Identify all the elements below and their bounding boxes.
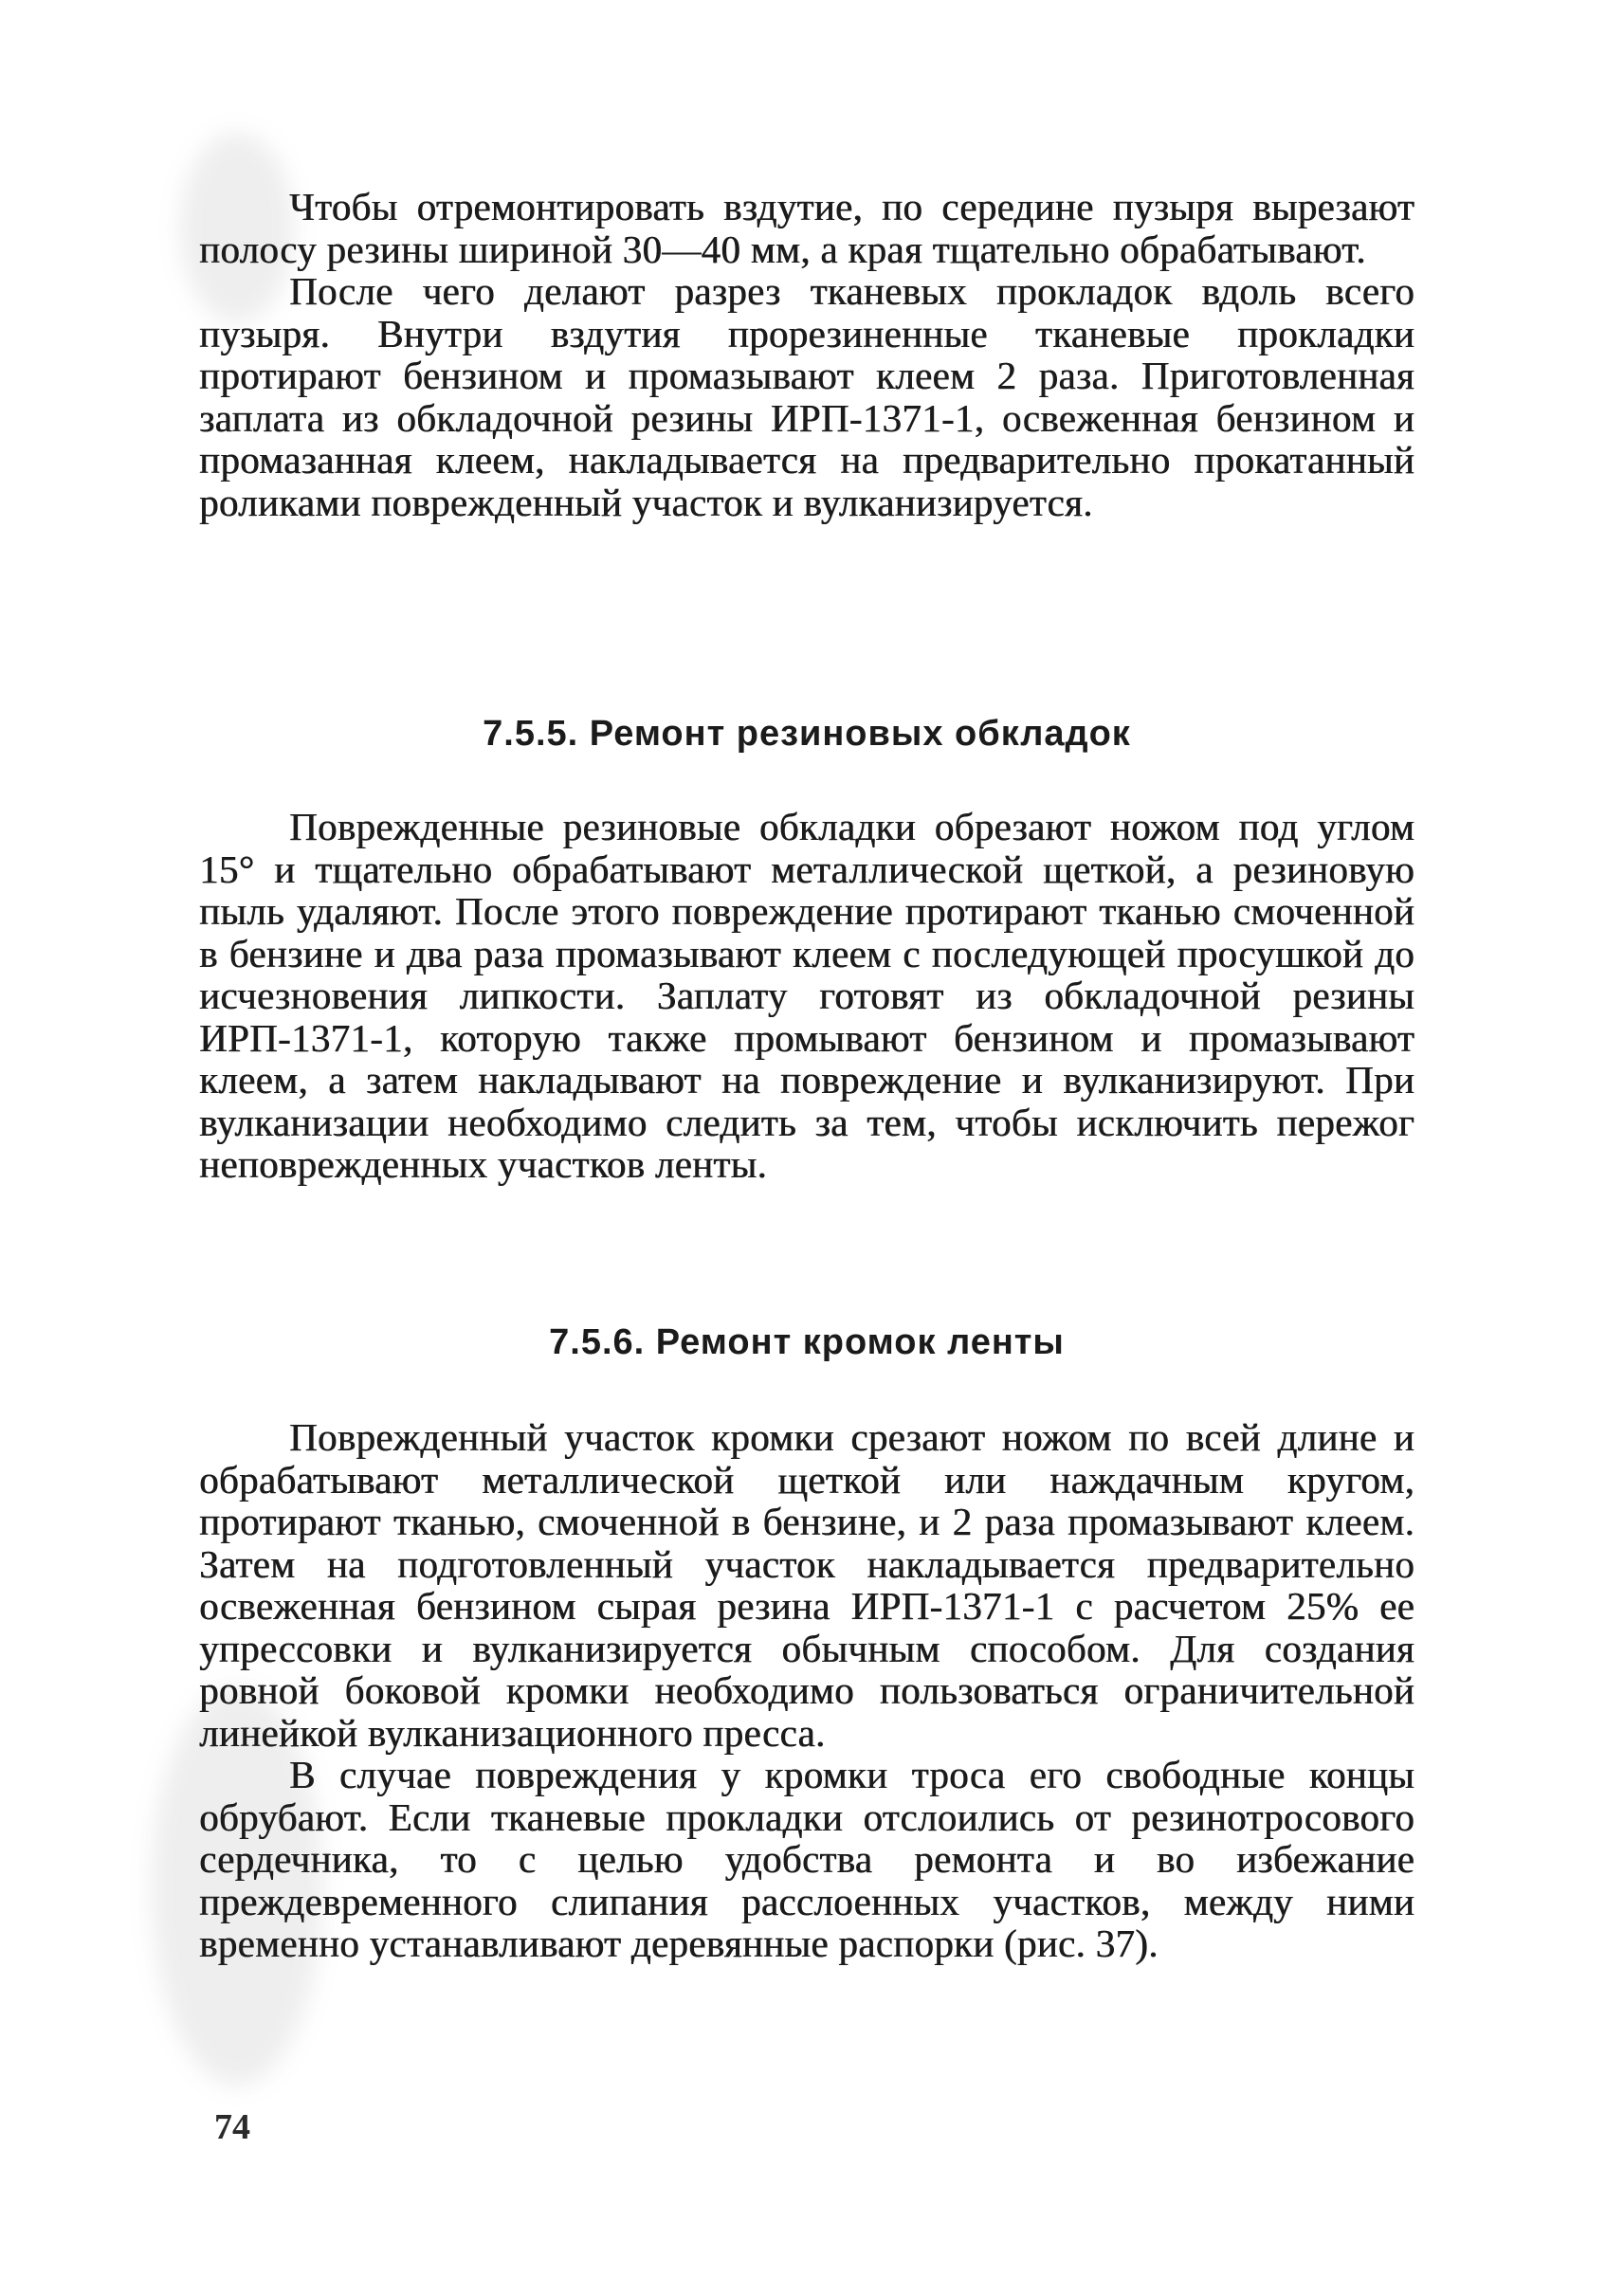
section-heading: 7.5.5. Ремонт резиновых обкладок: [483, 714, 1131, 754]
paragraph: Поврежденный участок кромки срезают ножом по всей длине и обрабатывают металлической щеткой или наждачным кругом, протирают тканью, смоченной в бензине, и 2 раза промазывают клеем. Затем на подготовленный участок накладывается предварительно освеженная бензином сырая резина ИРП-1371-1 с расчетом 25% ее упрессовки и вулканизируется обычным способом. Для создания ровной боковой кромки необходимо пользоваться ограничительной линейкой вулканизационного пресса.: [199, 1415, 1414, 1755]
paragraph: После чего делают разрез тканевых прокладок вдоль всего пузыря. Внутри вздутия прорезиненные тканевые прокладки протирают бензином и промазывают клеем 2 раза. Приготовленная заплата из обкладочной резины ИРП-1371-1, освеженная бензином и промазанная клеем, накладывается на предварительно прокатанный роликами поврежденный участок и вулканизируется.: [199, 269, 1414, 524]
intro-text: [199, 186, 1414, 523]
section-text: [199, 806, 1414, 1186]
section-heading: 7.5.6. Ремонт кромок ленты: [549, 1322, 1065, 1362]
page-number: 74: [214, 2107, 250, 2147]
paragraph: Чтобы отремонтировать вздутие, по середине пузыря вырезают полосу резины шириной 30—40 мм, а края тщательно обрабатывают.: [199, 185, 1414, 271]
paragraph: Поврежденные резиновые обкладки обрезают ножом под углом 15° и тщательно обрабатывают металлической щеткой, а резиновую пыль удаляют. После этого повреждение протирают тканью смоченной в бензине и два раза промазывают клеем с последующей просушкой до исчезновения липкости. Заплату готовят из обкладочной резины ИРП-1371-1, которую также промывают бензином и промазывают клеем, а затем накладывают на повреждение и вулканизируют. При вулканизации необходимо следить за тем, чтобы исключить пережог неповрежденных участков ленты.: [199, 805, 1414, 1186]
paragraph: В случае повреждения у кромки троса его свободные концы обрубают. Если тканевые прокладки отслоились от резинотросового сердечника, то с целью удобства ремонта и во избежание преждевременного слипания расслоенных участков, между ними временно устанавливают деревянные распорки (рис. 37).: [199, 1753, 1414, 1965]
section-text: [199, 1416, 1414, 1965]
